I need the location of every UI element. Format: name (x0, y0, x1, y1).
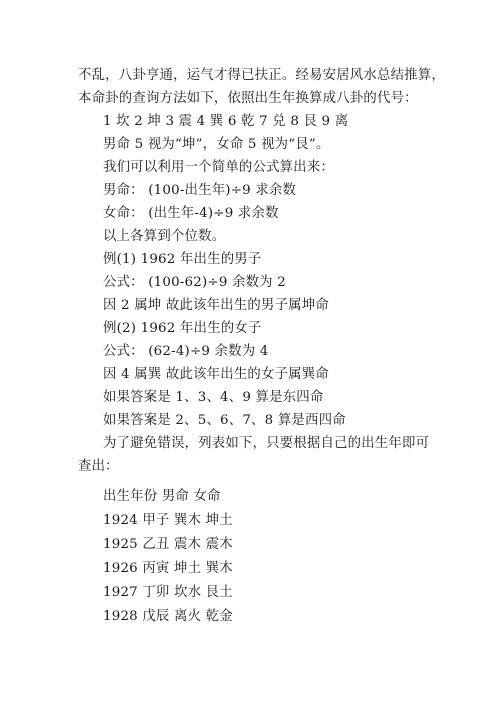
text-line-7: 女命： (出生年-4)÷9 求余数 (103, 206, 279, 221)
text-line-3: 1 坎 2 坤 3 震 4 巽 6 乾 7 兑 8 艮 9 离 (103, 114, 349, 129)
text-line-19: 出生年份 男命 女命 (103, 489, 221, 504)
text-line-12: 例(2) 1962 年出生的女子 (103, 321, 262, 336)
text-line-17: 为了避免错误，列表如下，只要根据自己的出生年即可 (103, 436, 430, 451)
text-line-13: 公式： (62-4)÷9 余数为 4 (103, 344, 269, 359)
text-line-9: 例(1) 1962 年出生的男子 (103, 252, 262, 267)
text-line-14: 因 4 属巽 故此该年出生的女子属巽命 (103, 367, 329, 382)
text-line-10: 公式： (100-62)÷9 余数为 2 (103, 275, 286, 290)
text-line-23: 1927 丁卯 坎水 艮土 (103, 585, 233, 600)
text-line-8: 以上各算到个位数。 (103, 229, 226, 244)
text-line-22: 1926 丙寅 坤土 巽木 (103, 561, 233, 576)
text-line-1: 不乱，八卦亨通，运气才得已扶正。经易安居风水总结推算， (78, 68, 445, 83)
text-line-4: 男命 5 视为“坤”，女命 5 视为“艮”。 (103, 137, 330, 152)
text-line-6: 男命： (100-出生年)÷9 求余数 (103, 183, 297, 198)
text-line-5: 我们可以利用一个简单的公式算出来： (103, 160, 335, 175)
text-line-18: 查出： (78, 459, 119, 474)
text-line-21: 1925 乙丑 震木 震木 (103, 537, 233, 552)
text-line-11: 因 2 属坤 故此该年出生的男子属坤命 (103, 298, 329, 313)
text-line-16: 如果答案是 2、5、6、7、8 算是西四命 (103, 413, 346, 428)
text-line-15: 如果答案是 1、3、4、9 算是东四命 (103, 390, 324, 405)
text-line-20: 1924 甲子 巽木 坤土 (103, 513, 233, 528)
text-line-24: 1928 戊辰 离火 乾金 (103, 609, 233, 624)
text-line-2: 本命卦的查询方法如下，依照出生年换算成八卦的代号： (78, 91, 418, 106)
